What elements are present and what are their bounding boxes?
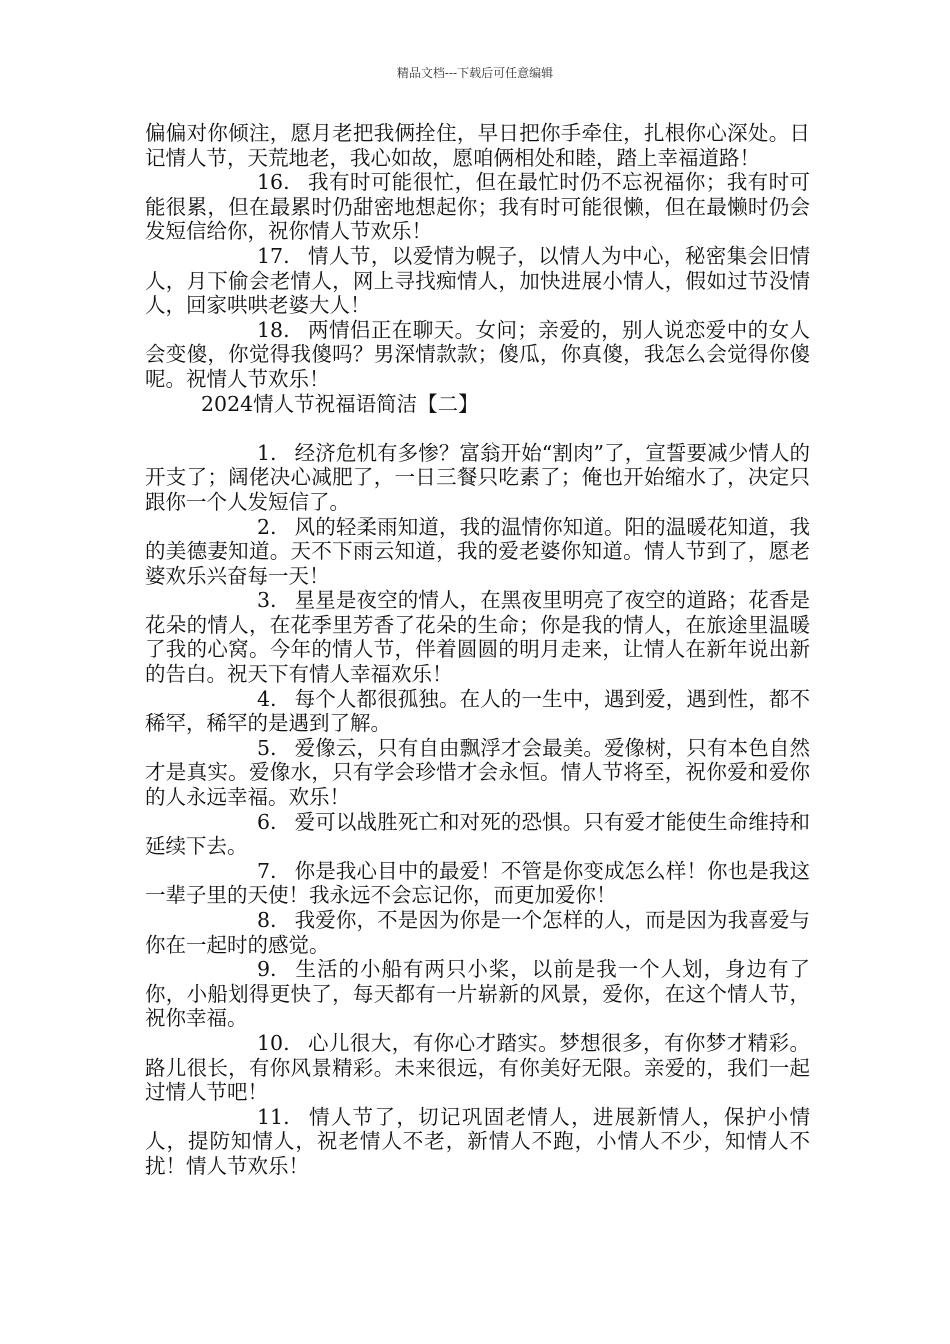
list-item <box>145 318 810 392</box>
list-item <box>145 687 810 736</box>
list-item <box>145 1031 810 1105</box>
item-number: 7. <box>257 858 277 883</box>
item-number: 11. <box>257 1104 290 1129</box>
item-text: 生活的小船有两只小桨，以前是我一个人划，身边有了你，小船划得更快了，每天都有一片崭新的风景，爱你，在这个情人节，祝你幸福。 <box>145 957 810 1031</box>
item-number: 1. <box>257 440 277 465</box>
item-number: 3. <box>257 588 277 613</box>
item-number: 6. <box>257 809 277 834</box>
section-title: 2024情人节祝福语简洁【二】 <box>201 391 479 416</box>
list-item <box>145 244 810 318</box>
list-item <box>145 957 810 1031</box>
item-text: 情人节，以爱情为幌子，以情人为中心，秘密集会旧情人，月下偷会老情人，网上寻找痴情人，加快进展小情人，假如过节没情人，回家哄哄老婆大人！ <box>145 243 810 318</box>
item-text: 爱像云，只有自由飘浮才会最美。爱像树，只有本色自然才是真实。爱像水，只有学会珍惜才会永恒。情人节将至，祝你爱和爱你的人永远幸福。欢乐！ <box>145 735 810 810</box>
item-text: 你是我心目中的最爱！不管是你变成怎么样！你也是我这一辈子里的天使！我永远不会忘记你，而更加爱你！ <box>145 858 810 908</box>
item-number: 17. <box>257 243 290 268</box>
item-text: 每个人都很孤独。在人的一生中，遇到爱，遇到性，都不稀罕，稀罕的是遇到了解。 <box>145 686 810 736</box>
item-number: 2. <box>257 514 277 539</box>
document-body <box>145 121 810 1179</box>
list-item <box>145 588 810 686</box>
item-text: 情人节了，切记巩固老情人，进展新情人，保护小情人，提防知情人，祝老情人不老，新情人不跑，小情人不少，知情人不扰！情人节欢乐！ <box>145 1104 810 1178</box>
item-number: 4. <box>257 686 277 711</box>
blessing-list-part-one <box>145 170 810 391</box>
list-item <box>145 736 810 810</box>
list-item <box>145 441 810 515</box>
list-item <box>145 859 810 908</box>
list-item <box>145 908 810 957</box>
item-text: 星星是夜空的情人，在黑夜里明亮了夜空的道路；花香是花朵的情人，在花季里芳香了花朵的生命；你是我的情人，在旅途里温暖了我的心窝。今年的情人节，伴着圆圆的明月走来，让情人在新年说出新的告白。祝天下有情人幸福欢乐！ <box>145 588 810 687</box>
item-text: 我爱你，不是因为你是一个怎样的人，而是因为我喜爱与你在一起时的感觉。 <box>145 908 810 957</box>
item-text: 爱可以战胜死亡和对死的恐惧。只有爱才能使生命维持和延续下去。 <box>145 809 810 859</box>
item-number: 10. <box>257 1030 290 1055</box>
list-item <box>145 810 810 859</box>
list-item <box>145 1105 810 1179</box>
blessing-list-part-two <box>145 441 810 1179</box>
item-text: 我有时可能很忙，但在最忙时仍不忘祝福你；我有时可能很累，但在最累时仍甜密地想起你；我有时可能很懒，但在最懒时仍会发短信给你，祝你情人节欢乐！ <box>145 170 810 244</box>
item-number: 8. <box>257 908 277 932</box>
page-header: 精品文档---下载后可任意编辑 <box>396 66 554 80</box>
list-item <box>145 170 810 244</box>
item-text: 心儿很大，有你心才踏实。梦想很多，有你梦才精彩。路儿很长，有你风景精彩。未来很远，有你美好无限。亲爱的，我们一起过情人节吧！ <box>145 1030 810 1105</box>
list-item <box>145 515 810 589</box>
item-text: 风的轻柔雨知道，我的温情你知道。阳的温暖花知道，我的美德妻知道。天不下雨云知道，我的爱老婆你知道。情人节到了，愿老婆欢乐兴奋每一天！ <box>145 514 810 588</box>
intro-paragraph: 偏偏对你倾注，愿月老把我俩拴住，早日把你手牵住，扎根你心深处。日记情人节，天荒地老，我心如故，愿咱俩相处和睦，踏上幸福道路！ <box>145 121 810 170</box>
item-number: 9. <box>257 957 277 982</box>
item-text: 两情侣正在聊天。女问；亲爱的，别人说恋爱中的女人会变傻，你觉得我傻吗？男深情款款；傻瓜，你真傻，我怎么会觉得你傻呢。祝情人节欢乐！ <box>145 317 810 391</box>
item-text: 经济危机有多惨？富翁开始“割肉”了，宣誓要减少情人的开支了；阔佬决心减肥了，一日三餐只吃素了；俺也开始缩水了，决定只跟你一个人发短信了。 <box>145 440 810 514</box>
item-number: 16. <box>257 170 290 195</box>
item-number: 5. <box>257 735 277 760</box>
item-number: 18. <box>257 317 290 342</box>
